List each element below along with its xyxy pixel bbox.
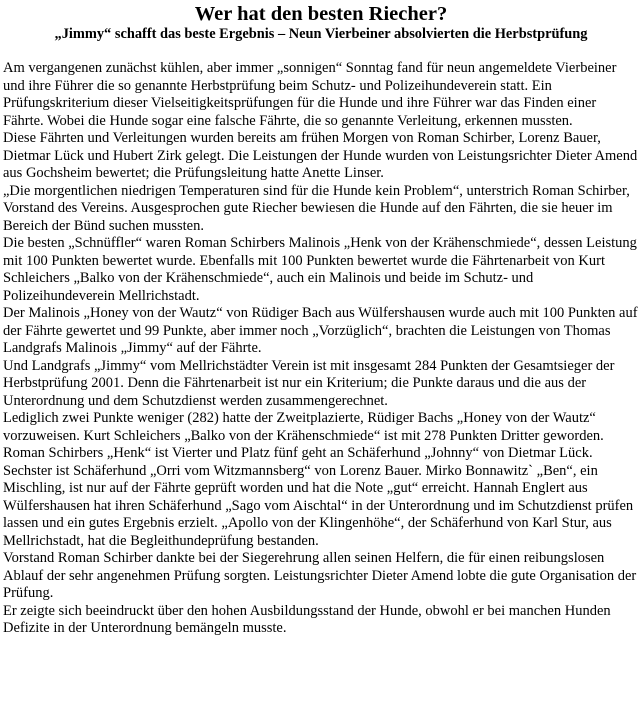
article-paragraph: Vorstand Roman Schirber dankte bei der Siegerehrung allen seinen Helfern, die für einen reibungslosen Ablauf der sehr angenehmen Prüfung sorgten. Leistungsrichter Dieter Amend lobte die gute Organisation der Prüfung. (3, 550, 637, 601)
article-paragraph: Und Landgrafs „Jimmy“ vom Mellrichstädter Verein ist mit insgesamt 284 Punkten der Gesamtsieger der Herbstprüfung 2001. Denn die Fährtenarbeit ist nur ein Kriterium; die Punkte daraus und die aus der Unterordnung und dem Schutzdienst werden zusammengerechnet. (3, 357, 615, 409)
article-paragraph: Er zeigte sich beeindruckt über den hohen Ausbildungsstand der Hunde, obwohl er bei manchen Hunden Defizite in der Unterordnung bemängeln musste. (3, 602, 611, 636)
article-paragraph: Der Malinois „Honey von der Wautz“ von Rüdiger Bach aus Wülfershausen wurde auch mit 100 Punkten auf der Fährte gewertet und 99 Punkte, aber immer noch „Vorzüglich“, brachten die Leistungen von Thomas Landgrafs Malinois „Jimmy“ auf der Fährte. (3, 305, 638, 356)
article-headline: Wer hat den besten Riecher? (194, 3, 448, 25)
article-paragraph: Am vergangenen zunächst kühlen, aber immer „sonnigen“ Sonntag fand für neun angemeldete Vierbeiner und ihre Führer die so genannte Herbstprüfung beim Schutz- und Polizeihundeverein statt. Ein Prüfungskriterium dieser Vielseitigkeitsprüfungen für die Hunde und ihre Führer war das Finden einer Fährte. Wobei die Hunde sogar eine falsche Fährte, die so genannte Verleitung, erkennen mussten. (3, 60, 617, 129)
article-paragraph: „Die morgentlichen niedrigen Temperaturen sind für die Hunde kein Problem“, unterstrich Roman Schirber, Vorstand des Vereins. Ausgesprochen gute Riecher bewiesen die Hunde auf den Fährten, die sie heuer im Bereich der Bünd suchen mussten. (3, 182, 630, 234)
article-page (0, 2, 641, 709)
article-subheadline: „Jimmy“ schafft das beste Ergebnis – Neun Vierbeiner absolvierten die Herbstprüfung (54, 26, 588, 42)
article-paragraph: Diese Fährten und Verleitungen wurden bereits am frühen Morgen von Roman Schirber, Lorenz Bauer, Dietmar Lück und Hubert Zirk gelegt. Die Leistungen der Hunde wurden von Leistungsrichter Dieter Amend aus Gochsheim bewertet; die Prüfungsleitung hatte Anette Linser. (3, 130, 638, 181)
article-paragraph: Lediglich zwei Punkte weniger (282) hatte der Zweitplazierte, Rüdiger Bachs „Honey von der Wautz“ vorzuweisen. Kurt Schleichers „Balko von der Krähenschmiede“ ist mit 278 Punkten Dritter geworden. Roman Schirbers „Henk“ ist Vierter und Platz fünf geht an Schäferhund „Johnny“ von Dietmar Lück. Sechster ist Schäferhund „Orri vom Witzmannsberg“ von Lorenz Bauer. Mirko Bonnawitz` „Ben“, ein Mischling, ist nur auf der Fährte geprüft worden und hat die Note „gut“ erreicht. Hannah Englert aus Wülfershausen hat ihren Schäferhund „Sago vom Aischtal“ in der Unterordnung und im Schutzdienst prüfen lassen und ein gutes Ergebnis erzielt. „Apollo von der Klingenhöhe“, der Schäferhund von Karl Stur, aus Mellrichstadt, hat die Begleithundeprüfung bestanden. (3, 410, 634, 549)
article-body (3, 60, 639, 638)
article-paragraph: Die besten „Schnüffler“ waren Roman Schirbers Malinois „Henk von der Krähenschmiede“, dessen Leistung mit 100 Punkten bewertet wurde. Ebenfalls mit 100 Punkten bewertet wurde die Fährtenarbeit von Kurt Schleichers „Balko von der Krähenschmiede“, auch ein Malinois und beide im Schutz- und Polizeihundeverein Mellrichstadt. (3, 235, 637, 304)
